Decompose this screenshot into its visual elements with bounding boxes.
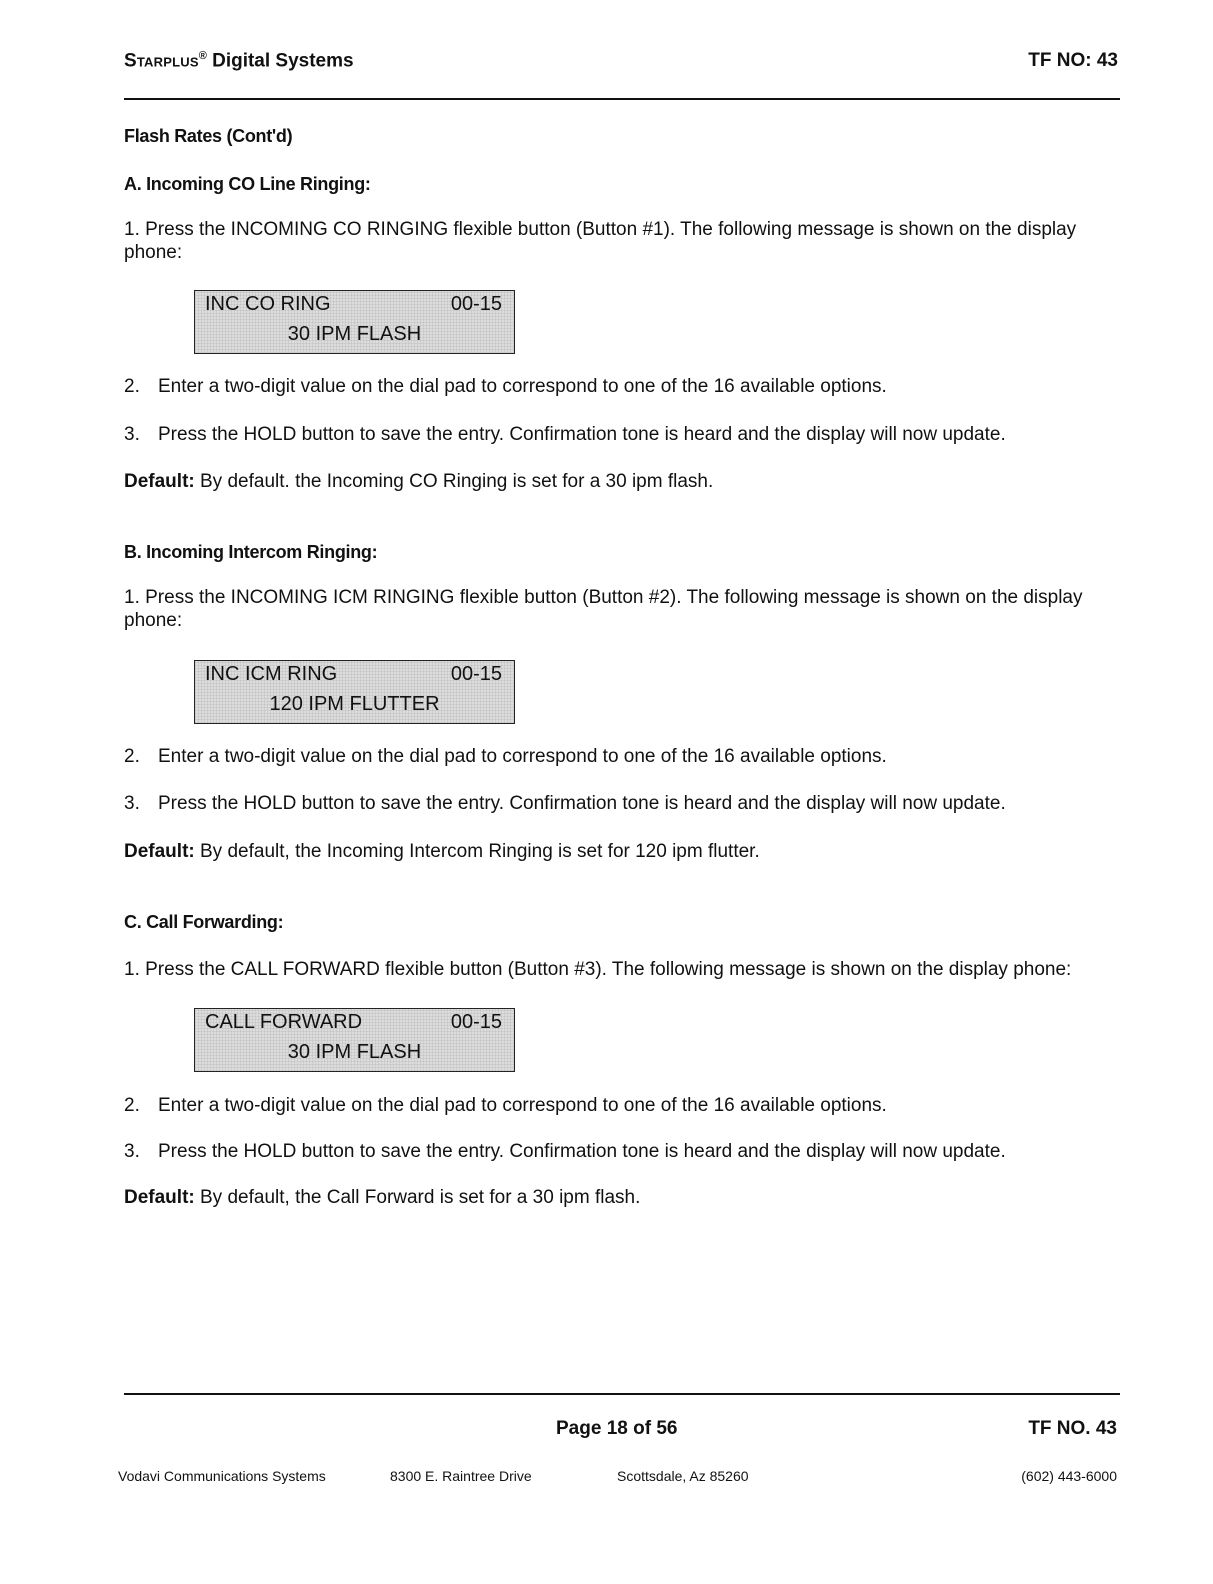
lcd-value: 30 IPM FLASH [287, 323, 422, 345]
section-c-default [124, 1187, 640, 1209]
section-b-step-2 [124, 746, 887, 768]
step-number: 2. [124, 376, 140, 397]
section-c-instruction: 1. Press the CALL FORWARD flexible button (Button #3). The following message is shown on the display phone: [124, 959, 1072, 980]
section-c-step-3 [124, 1141, 1006, 1163]
footer-company: Vodavi Communications Systems [118, 1468, 326, 1484]
footer-tf-number: TF NO. 43 [1028, 1418, 1117, 1439]
header-divider [124, 98, 1120, 100]
lcd-label: INC ICM RING [205, 663, 338, 685]
section-a-lcd-display [194, 290, 515, 354]
header-tf-number: TF NO: 43 [1028, 50, 1118, 71]
step-text: Press the HOLD button to save the entry. Confirmation tone is heard and the display will now update. [158, 1141, 1006, 1162]
default-text: By default, the Incoming Intercom Ringing is set for 120 ipm flutter. [194, 841, 760, 862]
lcd-range: 00-15 [450, 293, 502, 315]
lcd-value: 30 IPM FLASH [287, 1041, 422, 1063]
section-a-default [124, 471, 713, 493]
step-text: Press the HOLD button to save the entry. Confirmation tone is heard and the display will now update. [158, 793, 1006, 814]
step-number: 3. [124, 424, 140, 445]
step-text: Press the HOLD button to save the entry. Confirmation tone is heard and the display will now update. [158, 424, 1006, 445]
default-label: Default: [124, 1187, 195, 1208]
brand-name: Starplus [124, 50, 199, 72]
step-number: 3. [124, 1141, 140, 1162]
registered-mark: ® [198, 50, 207, 62]
step-number: 2. [124, 1095, 140, 1116]
section-c-step-2 [124, 1095, 887, 1117]
lcd-range: 00-15 [450, 1011, 502, 1033]
header-title [124, 50, 354, 72]
lcd-range: 00-15 [450, 663, 502, 685]
section-a-instruction: 1. Press the INCOMING CO RINGING flexible button (Button #1). The following message is shown on the display phone: [124, 219, 1077, 263]
default-text: By default, the Call Forward is set for a 30 ipm flash. [194, 1187, 641, 1208]
section-b-default [124, 841, 760, 863]
step-text: Enter a two-digit value on the dial pad to correspond to one of the 16 available options. [158, 376, 887, 397]
section-b-step-3 [124, 793, 1006, 815]
default-label: Default: [124, 471, 195, 492]
default-text: By default. the Incoming CO Ringing is set for a 30 ipm flash. [194, 471, 714, 492]
default-label: Default: [124, 841, 195, 862]
footer-address: 8300 E. Raintree Drive [390, 1468, 532, 1484]
step-number: 3. [124, 793, 140, 814]
footer-city: Scottsdale, Az 85260 [617, 1468, 749, 1484]
section-b-instruction: 1. Press the INCOMING ICM RINGING flexible button (Button #2). The following message is shown on the display phone: [124, 587, 1083, 631]
step-text: Enter a two-digit value on the dial pad to correspond to one of the 16 available options. [158, 746, 887, 767]
section-a-heading: A. Incoming CO Line Ringing: [124, 174, 371, 194]
lcd-label: INC CO RING [205, 293, 331, 315]
section-a-step-2 [124, 376, 887, 398]
header-title-rest: Digital Systems [206, 50, 354, 72]
page-number: Page 18 of 56 [556, 1418, 678, 1439]
section-b-lcd-display [194, 660, 515, 724]
lcd-value: 120 IPM FLUTTER [269, 693, 440, 715]
section-a-step-3 [124, 424, 1006, 446]
step-number: 2. [124, 746, 140, 767]
section-b-heading: B. Incoming Intercom Ringing: [124, 542, 378, 562]
section-title: Flash Rates (Cont'd) [124, 126, 293, 146]
step-text: Enter a two-digit value on the dial pad to correspond to one of the 16 available options. [158, 1095, 887, 1116]
section-c-heading: C. Call Forwarding: [124, 912, 284, 932]
lcd-label: CALL FORWARD [205, 1011, 363, 1033]
section-c-lcd-display [194, 1008, 515, 1072]
footer-phone: (602) 443-6000 [1021, 1468, 1117, 1484]
footer-divider [124, 1393, 1120, 1395]
